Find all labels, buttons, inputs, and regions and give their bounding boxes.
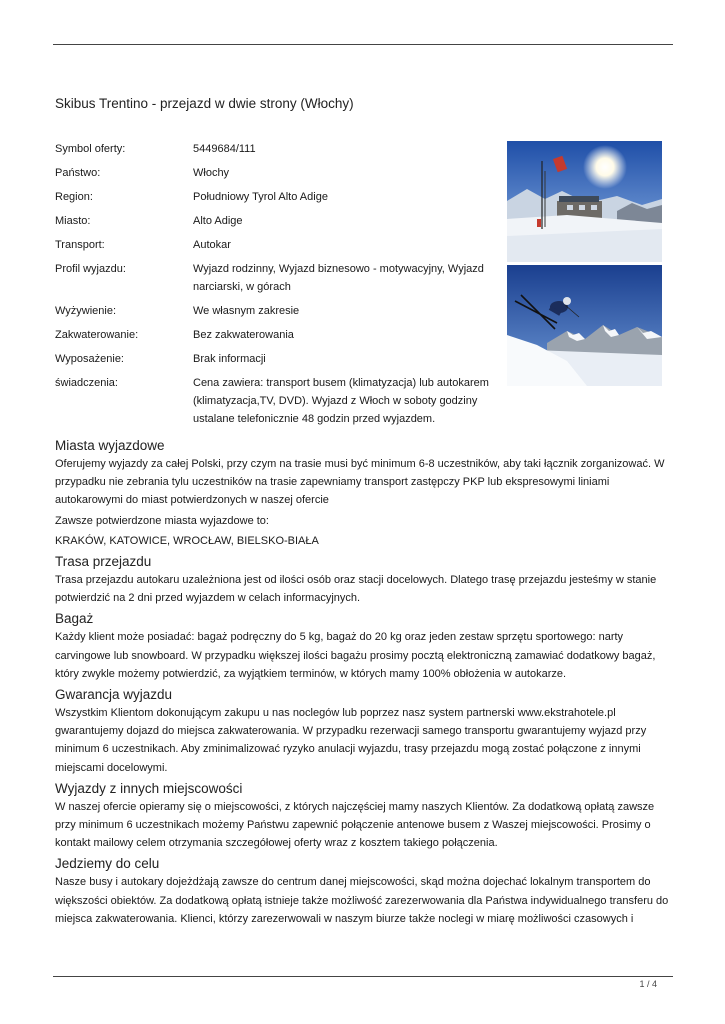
section-route (55, 552, 673, 607)
spec-row-country (55, 164, 495, 182)
spec-row-symbol (55, 140, 495, 158)
spec-row-services (55, 374, 495, 428)
section-heading: Gwarancja wyjazdu (55, 687, 173, 703)
spec-value: 5449684/111 (193, 143, 256, 155)
spec-label: Profil wyjazdu: (55, 263, 126, 275)
section-paragraph: Nasze busy i autokary dojeżdżają zawsze do centrum danej miejscowości, skąd można dojechać lokalnym transportem do większości obiektów. Za dodatkową opłatą istnieje także możliwość zarezerwowania dla Państwa indywidualnego transferu do miejsca zakwaterowania. Klienci, którzy zarezerwowali w naszym biurze także noclegi w miarę możliwości czasowych i (55, 876, 669, 925)
section-paragraph: Zawsze potwierdzone miasta wyjazdowe to: (55, 514, 269, 527)
section-paragraph: Każdy klient może posiadać: bagaż podręczny do 5 kg, bagaż do 20 kg oraz jeden zestaw sprzętu sportowego: narty carvingowe lub snowboard. W przypadku większej ilości bagażu prosimy pocztą elektroniczną zamawiać dodatkowy bagaż, który zwykle możemy potwierdzić, za wyjątkiem terminów, w których mamy 100% obłożenia w autokarze. (55, 631, 656, 680)
spec-label: Wyposażenie: (55, 353, 124, 365)
spec-label: Państwo: (55, 167, 101, 179)
spec-label: Symbol oferty: (55, 143, 126, 155)
section-other-towns (55, 779, 673, 853)
spec-row-board (55, 302, 495, 320)
spec-value: Brak informacji (193, 353, 266, 365)
spec-value: Alto Adige (193, 215, 243, 227)
section-departure-cities (55, 436, 673, 550)
offer-description (55, 436, 673, 930)
spec-row-profile (55, 260, 495, 296)
page-title: Skibus Trentino - przejazd w dwie strony (Włochy) (55, 96, 354, 111)
spec-label: Zakwaterowanie: (55, 329, 139, 341)
section-paragraph: KRAKÓW, KATOWICE, WROCŁAW, BIELSKO-BIAŁA (55, 534, 319, 547)
page-number: 1 / 4 (639, 979, 657, 989)
section-luggage (55, 609, 673, 683)
spec-label: Transport: (55, 239, 105, 251)
spec-value: Południowy Tyrol Alto Adige (193, 191, 328, 203)
section-guarantee (55, 685, 673, 777)
spec-value: Cena zawiera: transport busem (klimatyzacja) lub autokarem (klimatyzacja,TV, DVD). Wyjazd z Włoch w soboty godziny ustalane telefonicznie 48 godzin przed wyjazdem. (193, 377, 489, 425)
spec-value: We własnym zakresie (193, 305, 300, 317)
section-paragraph: Oferujemy wyjazdy za całej Polski, przy czym na trasie musi być minimum 6-8 uczestników, aby taki łącznik zorganizować. W przypadku nie zebrania tylu uczestników na trasie zapewniamy transport zastępczy PKP lub ekspresowymi liniami autokarowymi do miast potwierdzonych w naszej ofercie (55, 458, 665, 507)
footer-rule (53, 976, 673, 977)
spec-value: Włochy (193, 167, 230, 179)
section-heading: Trasa przejazdu (55, 554, 152, 570)
spec-label: świadczenia: (55, 377, 118, 389)
section-heading: Bagaż (55, 611, 94, 627)
section-destination (55, 854, 673, 928)
spec-row-transport (55, 236, 495, 254)
spec-label: Miasto: (55, 215, 91, 227)
section-paragraph: Wszystkim Klientom dokonującym zakupu u nas noclegów lub poprzez nasz system partnerski www.ekstrahotele.pl gwarantujemy dojazd do miejsca zakwaterowania. W przypadku rezerwacji samego transportu gwarantujemy wyjazd przy minimum 6 uczestnikach. Aby zminimalizować ryzyko anulacji wyjazdu, trasy przejazdu mogą zostać połączone z innymi miejscami docelowymi. (55, 707, 647, 774)
spec-row-city (55, 212, 495, 230)
spec-label: Region: (55, 191, 93, 203)
spec-value: Bez zakwaterowania (193, 329, 294, 341)
section-heading: Jedziemy do celu (55, 856, 160, 872)
spec-value: Wyjazd rodzinny, Wyjazd biznesowo - motywacyjny, Wyjazd narciarski, w górach (193, 263, 484, 293)
spec-row-equipment (55, 350, 495, 368)
spec-label: Wyżywienie: (55, 305, 117, 317)
ski-resort-photo (507, 141, 662, 262)
section-paragraph: Trasa przejazdu autokaru uzależniona jest od ilości osób oraz stacji docelowych. Dlatego trasę przejazdu jesteśmy w stanie potwierdzić na 2 dni przed wyjazdem w celach informacyjnych. (55, 574, 657, 605)
spec-row-accommodation (55, 326, 495, 344)
section-heading: Miasta wyjazdowe (55, 438, 165, 453)
ski-jumper-photo (507, 265, 662, 386)
spec-row-region (55, 188, 495, 206)
offer-specs (55, 140, 495, 434)
spec-value: Autokar (193, 239, 231, 251)
section-paragraph: W naszej ofercie opieramy się o miejscowości, z których najczęściej mamy naszych Klientów. Za dodatkową opłatą zawsze przy minimum 6 uczestnikach możemy Państwu zapewnić połączenie antenowe busem z Waszej miejscowości. Prosimy o kontakt mailowy celem otrzymania szczegółowej oferty wraz z kosztem takiego połączenia. (55, 800, 655, 850)
section-heading: Wyjazdy z innych miejscowości (55, 780, 243, 796)
header-rule (53, 44, 673, 45)
